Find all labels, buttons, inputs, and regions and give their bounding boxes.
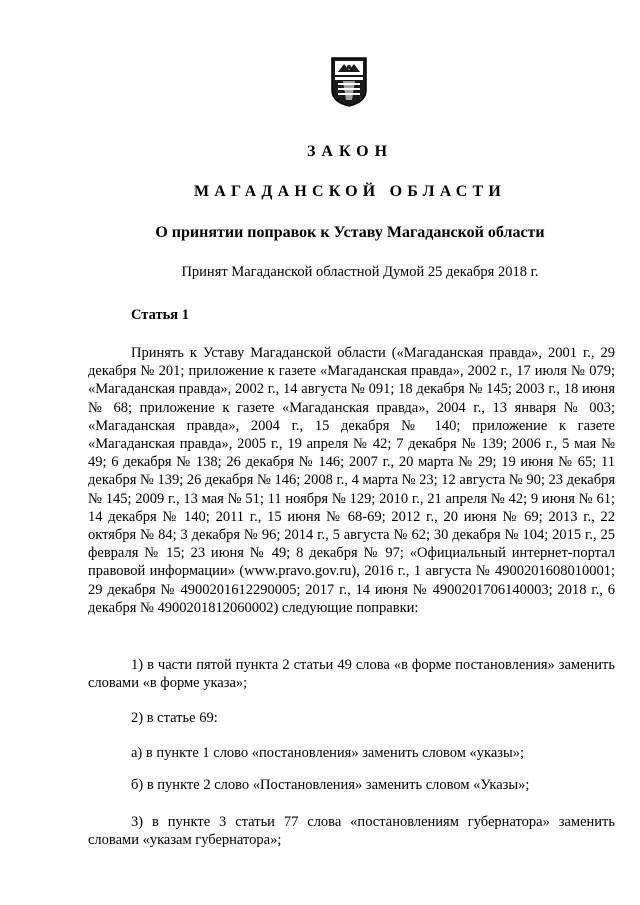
article-paragraph: 1) в части пятой пункта 2 статьи 49 слова «в форме постановления» заменить словами «в форме указа»; [88, 657, 615, 692]
adoption-note: Принят Магаданской областной Думой 25 декабря 2018 г. [181, 264, 539, 280]
article-paragraph: Принять к Уставу Магаданской области («Магаданская правда», 2001 г., 29 декабря № 201; приложение к газете «Магаданская правда», 2002 г., 17 июля № 079; «Магаданская правда», 2002 г., 14 августа № 091; 18 декабря № 145; 2003 г., 18 июня № 68; приложение к газете «Магаданская правда», 2004 г., 13 января № 003; «Магаданская правда», 2004 г., 15 декабря № 140; приложение к газете «Магаданская правда», 2005 г., 19 апреля № 42; 7 декабря № 139; 2006 г., 5 мая № 49; 6 декабря № 138; 26 декабря № 146; 2007 г., 20 марта № 29; 19 июня № 65; 11 декабря № 139; 26 декабря № 146; 2008 г., 4 марта № 23; 12 августа № 90; 23 декабря № 145; 2009 г., 13 мая № 51; 11 ноября № 129; 2010 г., 21 апреля № 42; 9 июня № 61; 14 декабря № 140; 2011 г., 15 июня № 68-69; 2012 г., 20 июня № 69; 2013 г., 22 октября № 84; 3 декабря № 96; 2014 г., 5 августа № 62; 30 декабря № 104; 2015 г., 25 февраля № 15; 23 июня № 49; 8 декабря № 97; «Официальный интернет-портал правовой информации» (www.pravo.gov.ru), 2016 г., 1 августа № 4900201608010001; 29 декабря № 4900201612290005; 2017 г., 14 июня № 4900201706140003; 2018 г., 6 декабря № 4900201812060002) следующие поправки: [88, 345, 616, 616]
document-heading: О принятии поправок к Уставу Магаданской области [155, 224, 545, 241]
coat-of-arms-icon [330, 56, 368, 108]
article-paragraph: 2) в статье 69: [131, 710, 218, 726]
document-subtitle: МАГАДАНСКОЙ ОБЛАСТИ [193, 183, 507, 200]
article-paragraph: 3) в пункте 3 статьи 77 слова «постановлениям губернатора» заменить словами «указам губернатора»; [88, 814, 615, 849]
article-paragraph: а) в пункте 1 слово «постановления» заменить словом «указы»; [131, 745, 525, 761]
article-paragraph: б) в пункте 2 слово «Постановления» заменить словом «Указы»; [131, 777, 530, 793]
article-title: Статья 1 [131, 307, 189, 323]
document-title: ЗАКОН [306, 143, 394, 160]
